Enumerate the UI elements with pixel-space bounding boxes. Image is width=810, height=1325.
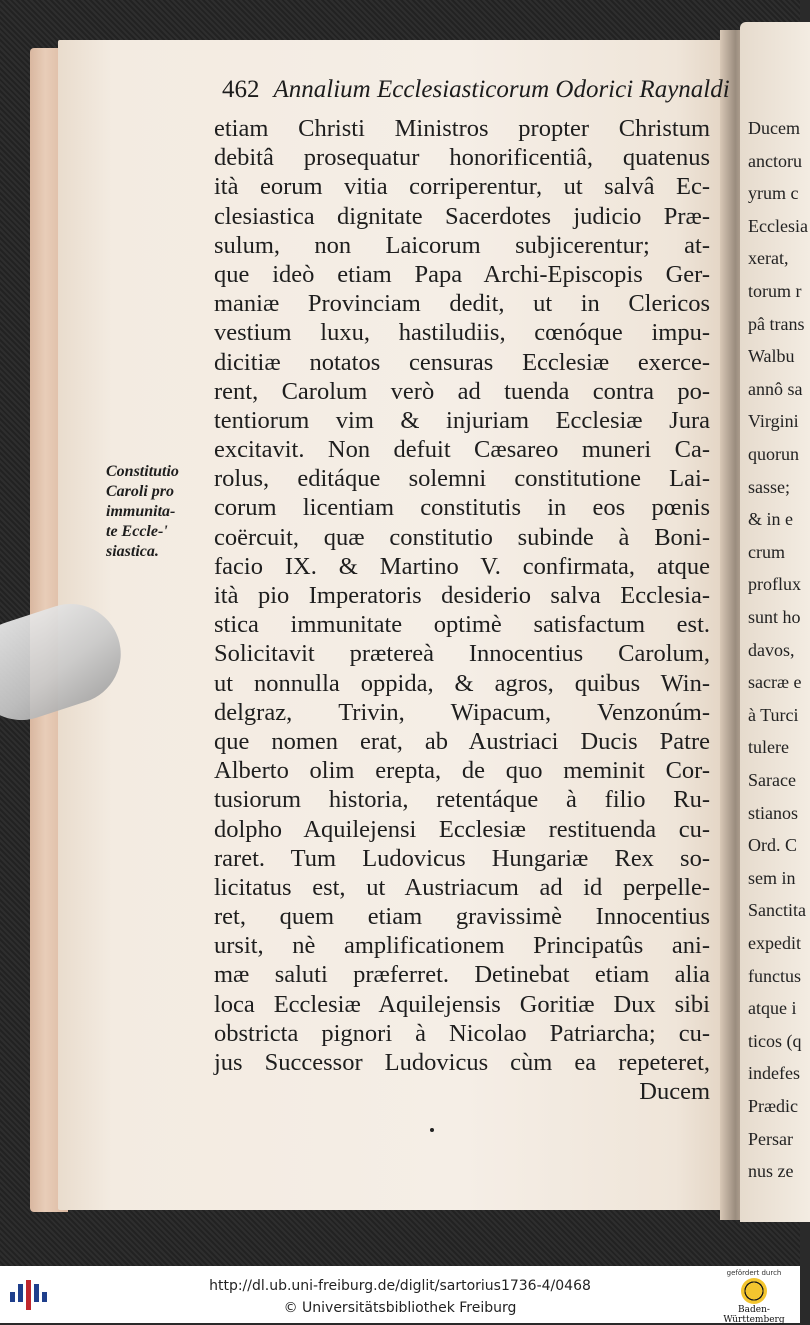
- text-line: ità pio Imperatoris desiderio salva Ecclesia-: [214, 582, 710, 609]
- right-page-fragment: tulere: [748, 737, 789, 758]
- text-line: coërcuit, quæ constitutio subinde à Boni-: [214, 523, 710, 551]
- text-line: maniæ Provinciam dedit, ut in Clericos: [214, 290, 710, 318]
- margin-note: [106, 462, 216, 562]
- text-line: clesiastica dignitate Sacerdotes judicio Præ-: [214, 202, 710, 230]
- margin-note-line: te Eccle-': [106, 523, 168, 540]
- right-page-fragment: ticos (q: [748, 1030, 802, 1051]
- right-page-fragment: Ord. C: [748, 835, 797, 856]
- page-header: [222, 76, 730, 104]
- right-page-fragment: stianos: [748, 802, 799, 823]
- text-line: Alberto olim erepta, de quo meminit Cor-: [214, 757, 710, 785]
- right-page-fragment: sasse;: [748, 476, 790, 497]
- right-page: [740, 22, 810, 1222]
- text-line: jus Successor Ludovicus cùm ea repeteret,: [214, 1049, 710, 1076]
- running-title: Annalium Ecclesiasticorum Odorici Raynaldi: [273, 76, 730, 103]
- text-line: stica immunitate optimè satisfactum est.: [214, 611, 710, 639]
- sponsor-block: [714, 1269, 794, 1325]
- margin-note-line: Caroli pro: [106, 483, 175, 500]
- right-page-fragment: Ecclesia: [748, 215, 808, 236]
- main-text-block: [214, 114, 710, 1106]
- text-line: Solicitavit prætereà Innocentius Carolum,: [214, 640, 710, 668]
- right-page-fragment: xerat,: [748, 248, 789, 269]
- text-line: ursit, nè amplificationem Principatûs ani-: [214, 932, 710, 960]
- text-line: ret, quem etiam gravissimè Innocentius: [214, 903, 710, 931]
- text-line: corum licentiam constitutis in eos pœnis: [214, 494, 710, 522]
- right-page-fragment: Virgini: [748, 411, 799, 432]
- text-line: licitatus est, ut Austriacum ad id perpelle-: [214, 873, 710, 901]
- text-line: dicitiæ notatos censuras Ecclesiæ exerce-: [214, 348, 710, 376]
- right-page-fragment: expedit: [748, 933, 801, 953]
- text-line: dolpho Aquilejensi Ecclesiæ restituenda cu-: [214, 815, 710, 843]
- permalink-url[interactable]: http://dl.ub.uni-freiburg.de/diglit/sartorius1736-4/0468: [209, 1278, 591, 1294]
- right-page-fragment: Sanctita: [748, 900, 806, 921]
- right-page-fragment: indefes: [748, 1063, 800, 1084]
- right-page-fragment: Ducem: [748, 118, 800, 138]
- right-page-fragment: sacræ e: [748, 672, 802, 693]
- text-line: que nomen erat, ab Austriaci Ducis Patre: [214, 727, 710, 755]
- sponsor-name: Baden-Württemberg: [723, 1305, 785, 1325]
- sponsor-label: gefördert durch: [726, 1269, 782, 1277]
- right-page-fragment: nus ze: [748, 1161, 794, 1182]
- text-line: obstricta pignori à Nicolao Patriarcha; cu-: [214, 1019, 710, 1047]
- ink-dot: [430, 1128, 434, 1132]
- right-page-fragment: à Turci: [748, 704, 799, 725]
- text-line: rolus, editáque solemni constitutione Lai-: [214, 465, 710, 493]
- text-line: facio IX. & Martino V. confirmata, atque: [214, 552, 710, 580]
- right-page-fragment: atque i: [748, 998, 797, 1019]
- text-line: ut nonnulla oppida, & agros, quibus Win-: [214, 669, 710, 697]
- right-page-fragment: anctoru: [748, 150, 802, 171]
- right-page-fragment: crum: [748, 541, 785, 562]
- right-page-fragment: sem in: [748, 867, 796, 888]
- margin-note-line: Constitutio: [106, 463, 179, 480]
- page-number: 462: [222, 76, 260, 103]
- right-page-fragment: Sarace: [748, 770, 796, 790]
- text-line: que ideò etiam Papa Archi-Episcopis Ger-: [214, 260, 710, 288]
- right-page-fragment: yrum c: [748, 183, 799, 204]
- right-page-fragment: & in e: [748, 509, 793, 530]
- text-line: mæ saluti præferret. Detinebat etiam alia: [214, 961, 710, 989]
- copyright-notice: © Universitätsbibliothek Freiburg: [283, 1300, 517, 1316]
- right-page-fragment: Prædic: [748, 1096, 799, 1116]
- text-line: loca Ecclesiæ Aquilejensis Goritiæ Dux sibi: [214, 990, 710, 1018]
- text-line: tusiorum historia, retentáque à filio Ru-: [214, 786, 710, 814]
- text-line: etiam Christi Ministros propter Christum: [214, 115, 710, 142]
- catchword: Ducem: [639, 1078, 710, 1106]
- right-page-fragment: Walbu: [748, 346, 795, 367]
- text-line: raret. Tum Ludovicus Hungariæ Rex so-: [214, 844, 710, 872]
- text-line: ità eorum vitia corriperentur, ut salvâ Ec-: [214, 173, 710, 201]
- text-line: tentiorum vim & injuriam Ecclesiæ Jura: [214, 406, 710, 434]
- text-line: debitâ prosequatur honorificentiâ, quatenus: [214, 144, 710, 172]
- viewer-footer: [0, 1266, 800, 1323]
- text-line: rent, Carolum verò ad tuenda contra po-: [214, 377, 710, 405]
- text-line: excitavit. Non defuit Cæsareo muneri Ca-: [214, 436, 710, 464]
- right-page-fragment: sunt ho: [748, 607, 801, 627]
- text-line: sulum, non Laicorum subjicerentur; at-: [214, 231, 710, 259]
- margin-note-line: immunita-: [106, 503, 176, 520]
- right-page-fragment: davos,: [748, 639, 795, 660]
- right-page-fragment: torum r: [748, 281, 802, 301]
- right-page-fragment: quorun: [748, 444, 799, 464]
- right-page-fragment: pâ trans: [748, 313, 805, 334]
- right-page-fragment: Persar: [748, 1128, 793, 1149]
- right-page-fragment: annô sa: [748, 378, 803, 399]
- text-line: delgraz, Trivin, Wipacum, Venzonúm-: [214, 698, 710, 726]
- text-line: vestium luxu, hastiludiis, cœnóque impu-: [214, 319, 710, 347]
- state-seal-icon: [741, 1278, 767, 1304]
- margin-note-line: siastica.: [106, 543, 159, 560]
- right-page-fragment: functus: [748, 965, 801, 986]
- right-page-fragment: proflux: [748, 574, 801, 595]
